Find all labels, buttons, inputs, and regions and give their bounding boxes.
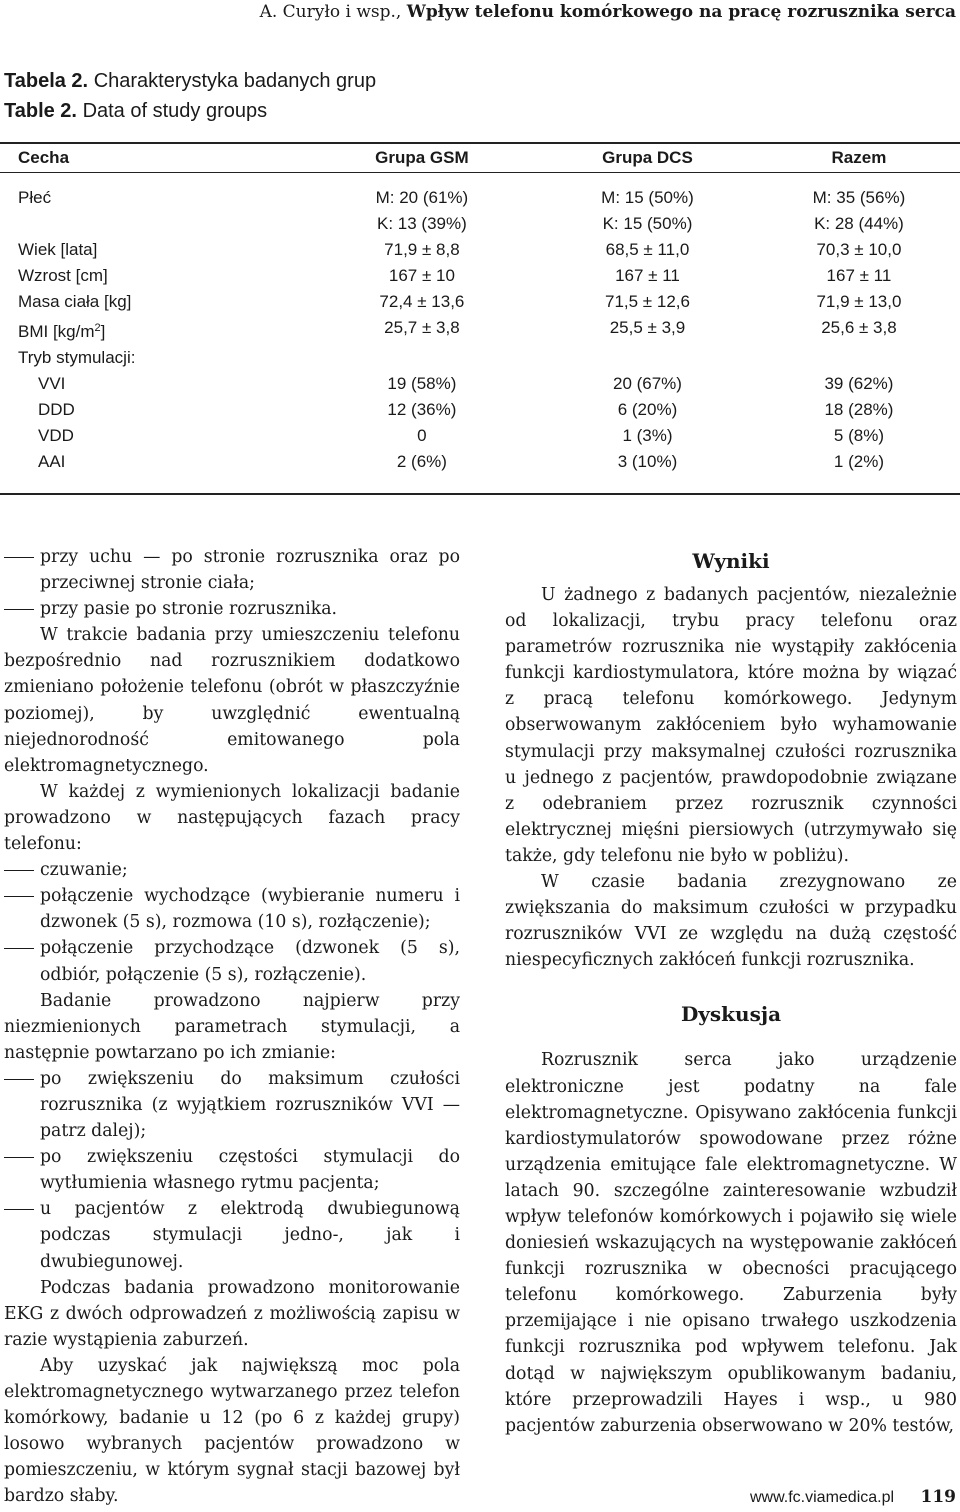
cell-gsm: 2 (6%) — [396, 452, 447, 471]
cell-dcs: 68,5 ± 11,0 — [605, 240, 690, 259]
cell-razem: 167 ± 11 — [826, 266, 892, 285]
list-item — [4, 935, 460, 987]
row-label — [0, 211, 307, 237]
cell-razem: K: 28 (44%) — [814, 214, 904, 233]
list-item-text: połączenie przychodzące (dzwonek (5 s), odbiór, połączenie (5 s), rozłączenie). — [40, 938, 460, 985]
cell-dcs — [537, 345, 758, 371]
row-label: VVI — [38, 374, 66, 393]
cell-dcs: 1 (3%) — [622, 426, 673, 445]
row-label: Tryb stymulacji: — [18, 348, 136, 367]
table-row — [0, 315, 960, 345]
caption-pl-label: Tabela 2. — [4, 70, 89, 92]
cell-gsm: 25,7 ± 3,8 — [384, 318, 460, 337]
cell-razem — [758, 345, 960, 371]
paragraph: W każdej z wymienionych lokalizacji badanie prowadzono w następujących fazach pracy telefonu: — [4, 781, 460, 855]
cell-razem: 70,3 ± 10,0 — [816, 240, 902, 259]
em-dash-marker — [4, 1066, 40, 1144]
paragraph: U żadnego z badanych pacjentów, niezależnie od lokalizacji, trybu pracy telefonu oraz parametrów rozrusznika nie wystąpiły zakłócenia funkcji kardiostymulatora, które można by wiązać z pracą telefonu komórkowego. Jedynym obserwowanym zakłóceniem było wyhamowanie stymulacji przy maksymalnej czułości rozrusznika u jednego z pacjentów, prawdopodobnie związane z odebraniem przez rozrusznik czynności elektrycznej mięśni piersiowych (utrzymywało się także, gdy telefonu nie było w pobliżu). — [505, 585, 957, 866]
cell-razem: 71,9 ± 13,0 — [816, 292, 902, 311]
column-header: Cecha — [18, 148, 70, 167]
cell-gsm: 12 (36%) — [387, 400, 457, 419]
row-label: DDD — [38, 400, 75, 419]
table-row — [0, 397, 960, 423]
study-groups-table — [0, 142, 960, 495]
bmi-superscript: 2 — [94, 322, 101, 334]
paragraph: Aby uzyskać jak największą moc pola elektromagnetycznego wytwarzanego przez telefon komórkowy, badanie u 12 (po 6 z każdej grupy) losowo wybranych pacjentów prowadzono w pomieszczeniu, w którym sygnał stacji bazowej był bardzo słaby. — [4, 1355, 460, 1507]
list-item-text: przy pasie po stronie rozrusznika. — [40, 599, 338, 620]
page-number: 119 — [920, 1487, 956, 1507]
column-header: Grupa GSM — [375, 148, 469, 167]
footer-url: www.fc.viamedica.pl — [750, 1489, 895, 1506]
section-heading-results: Wyniki — [692, 549, 770, 573]
cell-dcs: 25,5 ± 3,9 — [609, 318, 686, 337]
list-item — [4, 1144, 460, 1196]
paragraph: Podczas badania prowadzono monitorowanie EKG z dwóch odprowadzeń z możliwością zapisu w razie wystąpienia zaburzeń. — [4, 1277, 460, 1350]
table-row — [0, 173, 960, 212]
row-label-bmi — [0, 315, 307, 345]
table-captions — [4, 66, 376, 126]
table-row — [0, 371, 960, 397]
cell-razem: M: 35 (56%) — [812, 188, 906, 207]
right-column — [505, 544, 957, 1439]
cell-gsm: 167 ± 10 — [388, 266, 455, 285]
paragraph: W czasie badania zrezygnowano ze zwiększania do maksimum czułości w przypadku rozruszników VVI ze względu na dużą częstość niespecyficznych zakłóceń funkcji rozrusznika. — [505, 872, 957, 971]
cell-razem: 39 (62%) — [824, 374, 894, 393]
cell-gsm: K: 13 (39%) — [377, 214, 467, 233]
list-item-text: po zwiększeniu częstości stymulacji do wytłumienia własnego rytmu pacjenta; — [40, 1147, 460, 1194]
section-heading-discussion: Dyskusja — [680, 1002, 782, 1027]
table-row — [0, 345, 960, 371]
em-dash-marker — [4, 1144, 40, 1196]
em-dash-marker — [4, 935, 40, 987]
cell-razem: 25,6 ± 3,8 — [821, 318, 897, 337]
paragraph: W trakcie badania przy umieszczeniu telefonu bezpośrednio nad rozrusznikiem dodatkowo zmieniano położenie telefonu (obrót w płaszczyźnie poziomej), by uwzględnić ewentualną niejednorodność emitowanego pola elektromagnetycznego. — [4, 625, 460, 776]
cell-dcs: 3 (10%) — [617, 452, 678, 471]
table-row — [0, 449, 960, 494]
cell-dcs: 167 ± 11 — [615, 266, 680, 285]
row-label: Masa ciała [kg] — [18, 292, 132, 311]
cell-dcs: K: 15 (50%) — [602, 214, 693, 233]
cell-dcs: 20 (67%) — [612, 374, 682, 393]
row-label: Wiek [lata] — [18, 240, 98, 259]
column-header: Razem — [831, 148, 887, 167]
list-item — [4, 1066, 460, 1144]
table-row — [0, 289, 960, 315]
cell-gsm — [307, 345, 537, 371]
table-row — [0, 237, 960, 263]
list-item-text: po zwiększeniu do maksimum czułości rozrusznika (z wyjątkiem rozruszników VVI — patrz dalej); — [40, 1068, 460, 1142]
table-header-row — [0, 143, 960, 173]
left-column — [4, 544, 460, 1509]
bmi-label: BMI [kg/m — [18, 322, 95, 341]
cell-gsm: 0 — [417, 426, 427, 445]
cell-dcs: M: 15 (50%) — [601, 188, 694, 207]
list-item-text: u pacjentów z elektrodą dwubiegunową podczas stymulacji jedno-, jak i dwubiegunowej. — [40, 1199, 460, 1272]
cell-dcs: 71,5 ± 12,6 — [605, 292, 690, 311]
cell-razem: 1 (2%) — [833, 452, 884, 471]
row-label: Płeć — [18, 188, 52, 207]
cell-gsm: 72,4 ± 13,6 — [379, 292, 465, 311]
table-row — [0, 263, 960, 289]
caption-en-label: Table 2. — [4, 100, 77, 122]
list-item-text: połączenie wychodzące (wybieranie numeru i dzwonek (5 s), rozmowa (10 s), rozłączenie); — [40, 886, 460, 933]
table-row — [0, 423, 960, 449]
list-item — [4, 857, 460, 883]
row-label: Wzrost [cm] — [18, 266, 108, 285]
caption-en-text: Data of study groups — [82, 100, 268, 122]
list-item-text: przy uchu — po stronie rozrusznika oraz po przeciwnej stronie ciała; — [40, 547, 460, 594]
cell-gsm: 71,9 ± 8,8 — [384, 240, 460, 259]
caption-pl-text: Charakterystyka badanych grup — [93, 70, 377, 92]
list-item-text: czuwanie; — [40, 860, 128, 881]
page-footer — [750, 1487, 956, 1507]
header-authors: A. Curyło i wsp., — [259, 2, 402, 22]
paragraph: Badanie prowadzono najpierw przy niezmienionych parametrach stymulacji, a następnie powtarzano po ich zmianie: — [4, 990, 460, 1063]
em-dash-marker — [4, 857, 40, 883]
running-header — [260, 0, 956, 24]
header-title: Wpływ telefonu komórkowego na pracę rozrusznika serca — [406, 2, 956, 22]
list-item — [4, 596, 460, 622]
cell-dcs: 6 (20%) — [617, 400, 678, 419]
cell-gsm: 19 (58%) — [387, 374, 457, 393]
bmi-label-end: ] — [100, 322, 106, 341]
cell-razem: 5 (8%) — [833, 426, 884, 445]
paragraph: Rozrusznik serca jako urządzenie elektroniczne jest podatny na fale elektromagnetyczne. Opisywano zakłócenia funkcji kardiostymulatorów spowodowane przez różne urządzenia emitujące fale elektromagnetyczne. W latach 90. szczególne zainteresowanie wzbudził wpływ telefonów komórkowych i pojawiło się wiele doniesień wskazujących na występowanie zakłóceń funkcji rozrusznika w obecności pracującego telefonu komórkowego. Zaburzenia były przemijające i nie opisano trwałego uszkodzenia funkcji rozrusznika pod wpływem telefonu. Jak dotąd w największym opublikowanym badaniu, które przeprowadzili Hayes i wsp., u 980 pacjentów zaburzenia obserwowano w 20% testów, — [505, 1050, 957, 1436]
cell-gsm: M: 20 (61%) — [375, 188, 469, 207]
table-row — [0, 211, 960, 237]
row-label: AAI — [38, 452, 66, 471]
list-item — [4, 883, 460, 935]
row-label: VDD — [38, 426, 74, 445]
column-header: Grupa DCS — [602, 148, 693, 167]
caption-en — [4, 96, 376, 126]
em-dash-marker — [4, 883, 40, 935]
cell-razem: 18 (28%) — [824, 400, 894, 419]
caption-pl — [4, 66, 376, 96]
list-item — [4, 1196, 460, 1274]
em-dash-marker — [4, 1196, 40, 1274]
em-dash-marker — [4, 596, 40, 622]
em-dash-marker — [4, 544, 40, 596]
list-item — [4, 544, 460, 596]
